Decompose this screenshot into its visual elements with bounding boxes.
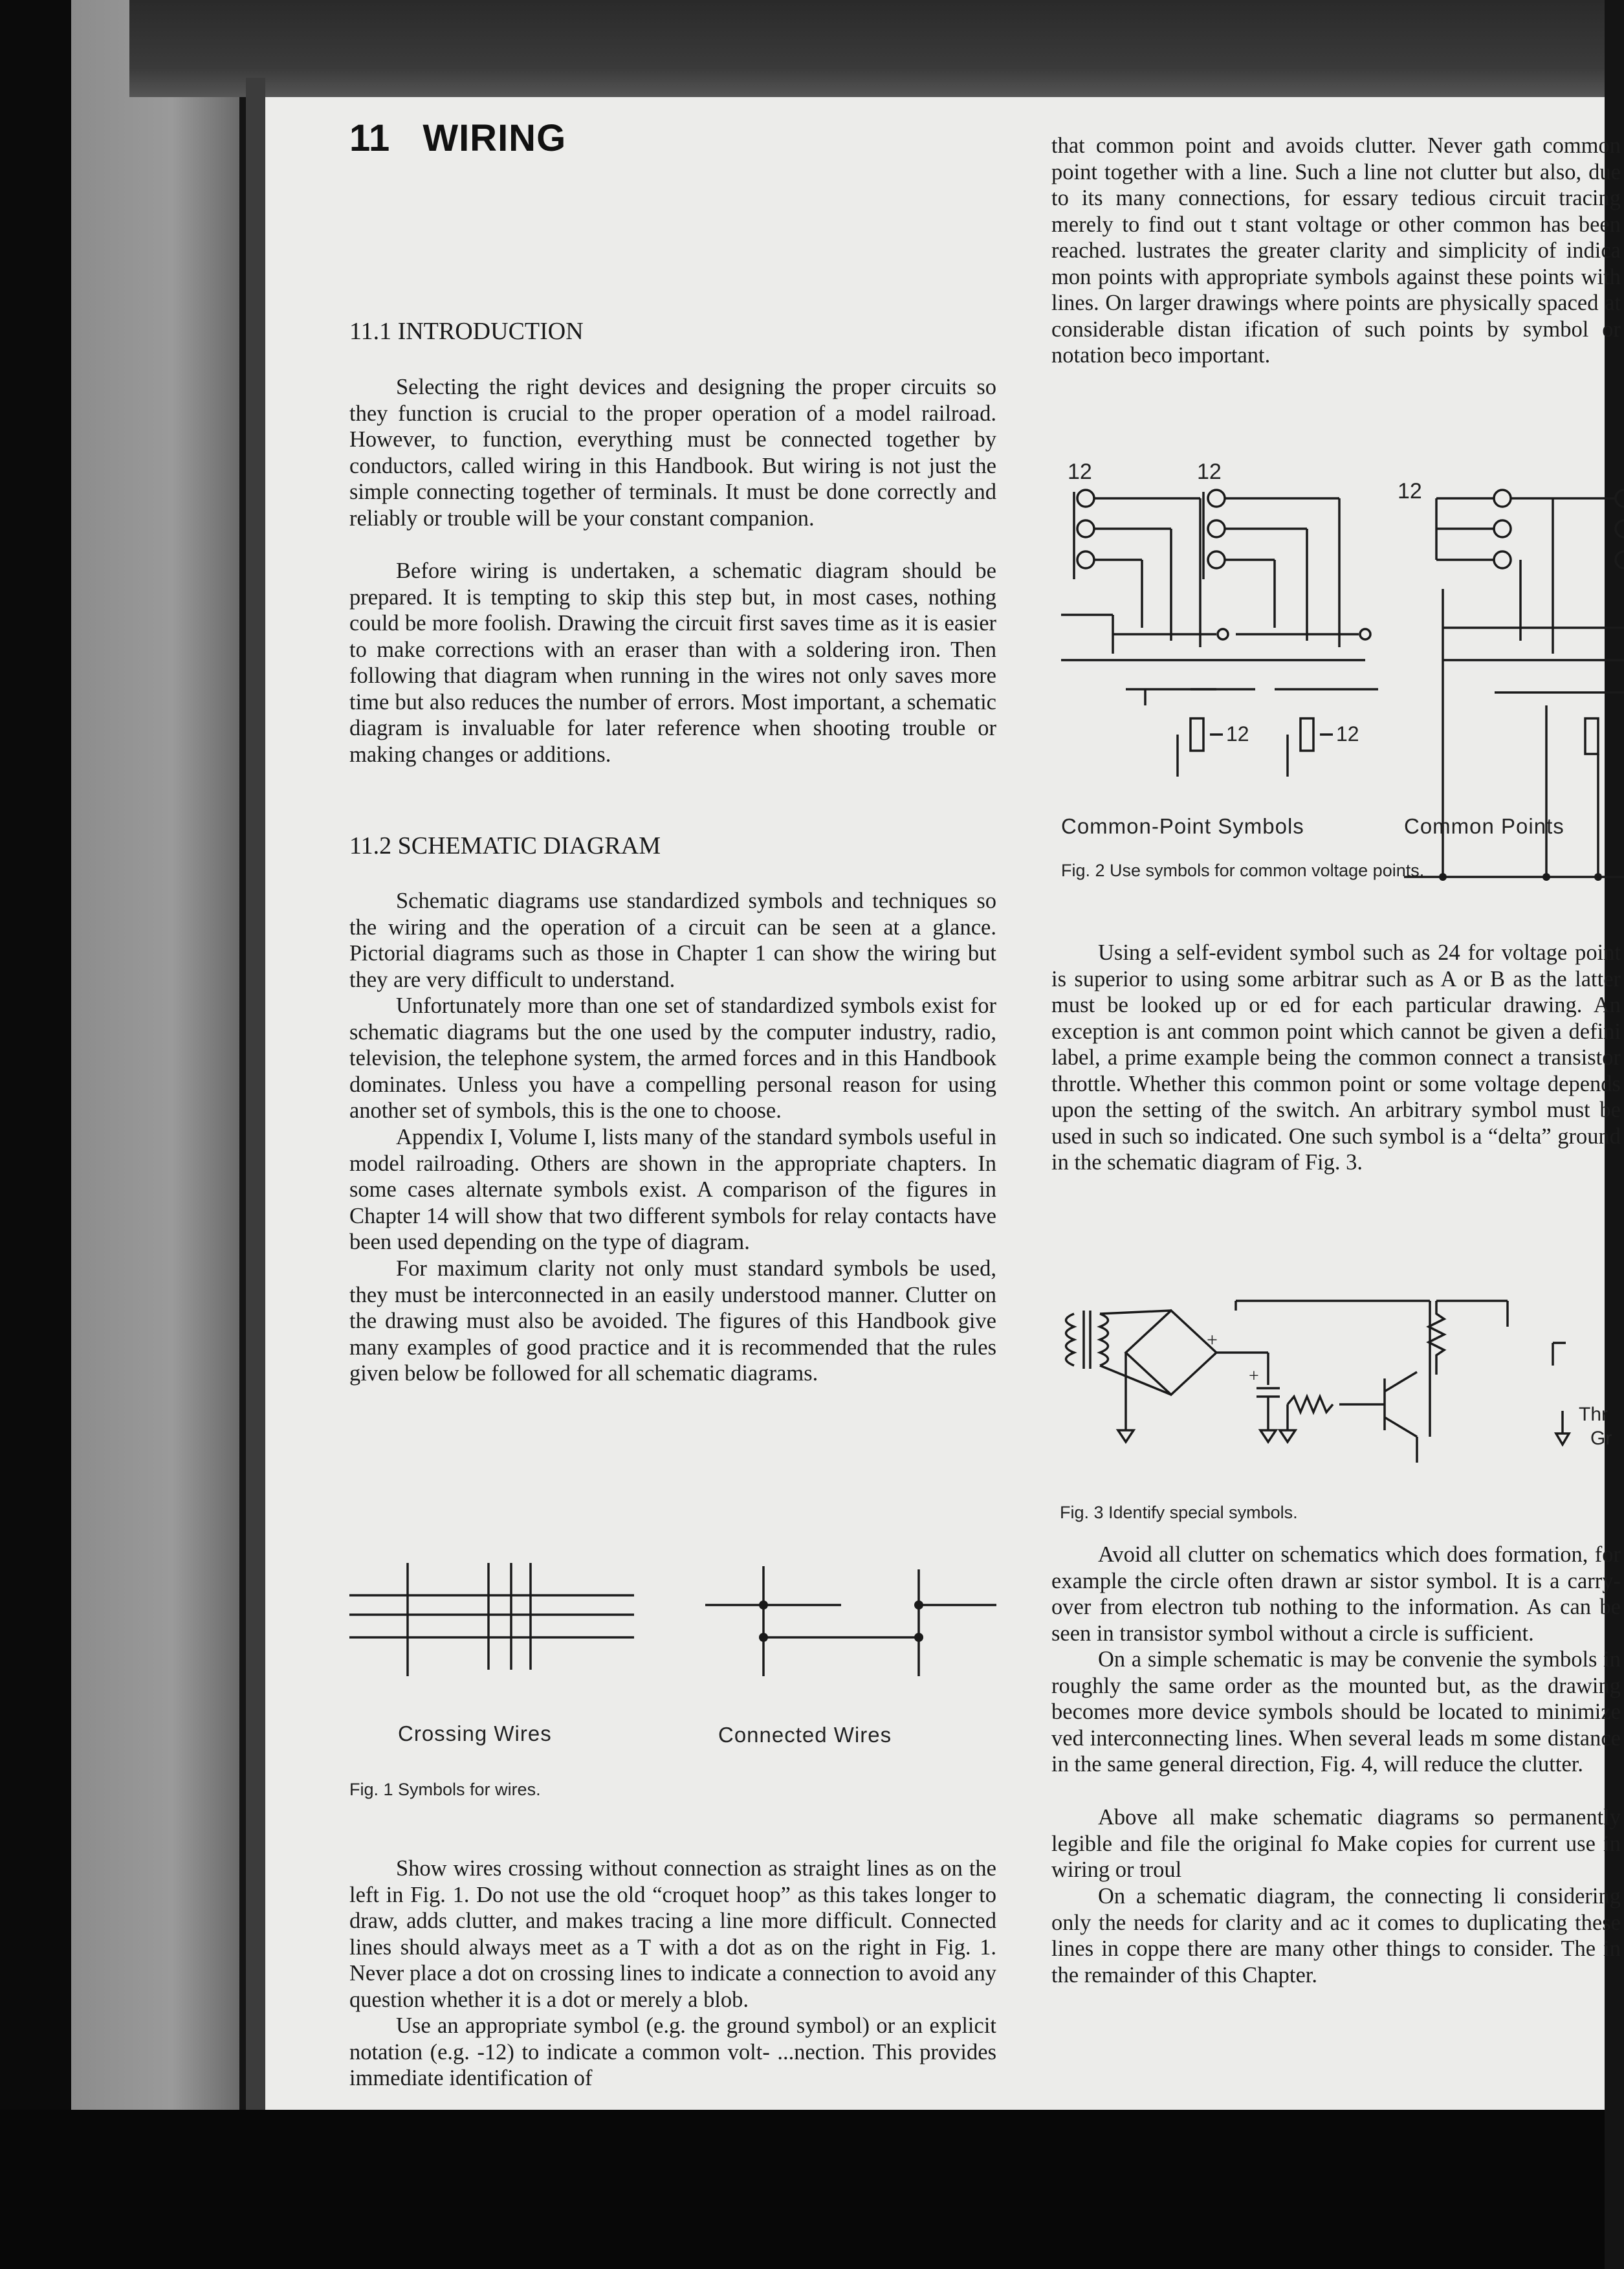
section-heading-schematic-diagram: 11.2 SCHEMATIC DIAGRAM	[349, 832, 661, 859]
paragraph: For maximum clarity not only must standard symbols be used, they must be interconnected in an easily understood manner. Clutter on the drawing must also be avoided. The figures of this Handbook give many examples of good practice and it is recommended that the rules given below be followed for all schematic diagrams.	[349, 1256, 996, 1386]
paragraph: Selecting the right devices and designing the proper circuits so they function is crucial to the proper operation of a model railroad. However, to function, everything must be connected together by conductors, called wiring in this Handbook. But wiring is not just the simple connecting together of terminals. It must be done correctly and reliably or trouble will be your constant companion.	[349, 375, 996, 531]
fig1-label-crossing: Crossing Wires	[398, 1721, 552, 1745]
transformer	[1066, 1311, 1108, 1369]
scan-bottom-shadow	[0, 2110, 1605, 2269]
fig2-caption: Fig. 2 Use symbols for common voltage points.	[1061, 861, 1425, 880]
crossing-wires-symbol	[349, 1563, 634, 1676]
svg-text:+: +	[1207, 1329, 1218, 1351]
voltage-label: 12	[1197, 459, 1222, 484]
connected-wires-symbol	[705, 1566, 996, 1676]
throttle-ground-symbol	[1553, 1343, 1612, 1449]
fig2-label-symbols: Common-Point Symbols	[1061, 814, 1304, 838]
voltage-label: 12	[1226, 722, 1249, 746]
chapter-title: WIRING	[422, 117, 567, 159]
fig3-label-ground: Gr	[1590, 1428, 1612, 1449]
paragraph: Above all make schematic diagrams so permanently legible and file the original fo Make copies for current use in wiring or troul	[1051, 1805, 1621, 1882]
section-heading-introduction: 11.1 INTRODUCTION	[349, 318, 584, 345]
paragraph: that common point and avoids clutter. Never gath common point together with a line. Such a line not clutter but also, due to its many connections, for essary tedious circuit tracing merely to find out t stant voltage or other common has been reached. lustrates the greater clarity and simplicity of indica mon points with appropriate symbols against these points with lines. On larger drawings where points are physically spaced at considerable distan ification of such points by symbol or notation beco important.	[1051, 133, 1621, 368]
paragraph: Using a self-evident symbol such as 24 for voltage point is superior to using some arbitrar such as A or B as the latter must be looked up or ed for each particular drawing. An exception is ant common point which cannot be given a defini label, a prime example being the common connect a transistor throttle. Whether this common point or some voltage depends upon the setting of the switch. An arbitrary symbol must be used in such so indicated. One such symbol is a “delta” ground in the schematic diagram of Fig. 3.	[1051, 940, 1621, 1175]
page-edge	[246, 78, 265, 2110]
ground-delta-symbol-1	[1118, 1353, 1134, 1442]
voltage-label: 12	[1068, 459, 1092, 484]
paragraph: Schematic diagrams use standardized symbols and techniques so the wiring and the operation of a circuit can be seen at a glance. Pictorial diagrams such as those in Chapter 1 can show the wiring but they are very difficult to understand.	[349, 889, 996, 992]
chapter-heading	[349, 116, 566, 160]
fig1-caption: Fig. 1 Symbols for wires.	[349, 1780, 541, 1799]
common-point-symbol-circuit-b	[1197, 459, 1378, 777]
fig3-label-throttle: Thr	[1579, 1404, 1608, 1425]
voltage-label: 12	[1336, 722, 1359, 746]
svg-text:+: +	[1249, 1366, 1259, 1386]
voltage-label: 12	[1398, 479, 1422, 504]
fig3-caption: Fig. 3 Identify special symbols.	[1060, 1503, 1298, 1522]
paragraph: Avoid all clutter on schematics which does formation, for example the circle often drawn ar sistor symbol. It is a carry-over from electron tub nothing to the information. As can be seen in transistor symbol without a circle is sufficient.	[1051, 1542, 1621, 1646]
fig1-wire-symbols	[343, 1540, 1009, 1709]
throttle-potentiometer	[1236, 1301, 1430, 1442]
scan-binding-shadow	[71, 0, 239, 2269]
common-point-symbol-circuit-a	[1061, 459, 1255, 777]
scan-dark-margin	[0, 0, 71, 2269]
scan-top-shadow	[129, 0, 1605, 97]
fig3-special-symbols-schematic	[1055, 1275, 1611, 1489]
paragraph: Use an appropriate symbol (e.g. the ground symbol) or an explicit notation (e.g. -12) to indicate a common volt- ...nection. This provides immediate identification of	[349, 2013, 996, 2090]
paragraph: Unfortunately more than one set of standardized symbols exist for schematic diagrams but the one used by the computer industry, radio, television, the telephone system, the armed forces and in this Handbook dominates. Unless you have a compelling personal reason for using another set of symbols, this is the one to choose.	[349, 993, 996, 1123]
paragraph: Show wires crossing without connection as straight lines as on the left in Fig. 1. Do not use the old “croquet hoop” as this takes longer to draw, adds clutter, and makes tracing a line more difficult. Connected lines should always meet as a T with a dot as on the right in Fig. 1. Never place a dot on crossing lines to indicate a connection to avoid any question whether it is a dot or merely a blob.	[349, 1856, 996, 2012]
paragraph: On a simple schematic is may be convenie the symbols in roughly the same order as the mounted but, as the drawing becomes more device symbols should be located to minimize ved interconnecting lines. When several leads m some distance in the same general direction, Fig. 4, will reduce the clutter.	[1051, 1647, 1621, 1776]
book-page	[265, 97, 1621, 2110]
fig1-label-connected: Connected Wires	[718, 1723, 892, 1747]
fig2-label-common-points: Common Points	[1404, 814, 1564, 838]
paragraph: Before wiring is undertaken, a schematic diagram should be prepared. It is tempting to skip this step but, in most cases, nothing could be more foolish. Drawing the circuit first saves time as it is easier to make corrections with an eraser than with a soldering iron. Then following that diagram when running in the wires not only saves more time but also reduces the number of errors. Most important, a schematic diagram is invaluable for later reference when shooting trouble or making changes or additions.	[349, 559, 996, 767]
chapter-number: 11	[349, 117, 391, 159]
capacitor	[1249, 1353, 1280, 1442]
paragraph: Appendix I, Volume I, lists many of the standard symbols useful in model railroading. Others are shown in the appropriate chapters. In some cases alternate symbols exist. A comparison of the figures in Chapter 14 will show that two different symbols for relay contacts have been used depending on the type of diagram.	[349, 1125, 996, 1254]
transistor	[1385, 1301, 1508, 1463]
paragraph: On a schematic diagram, the connecting li considering only the needs for clarity and ac it comes to duplicating these lines in coppe there are many other things to consider. The in the remainder of this Chapter.	[1051, 1884, 1621, 1987]
